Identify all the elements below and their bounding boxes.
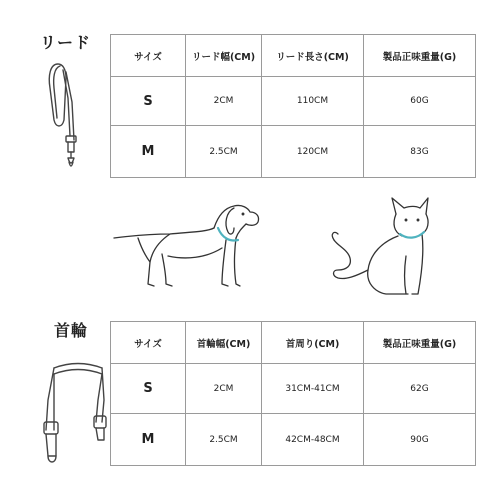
header-cell: 首輪幅(CM) bbox=[186, 322, 262, 364]
size-cell: M bbox=[111, 126, 186, 178]
header-cell: 首周り(CM) bbox=[262, 322, 364, 364]
table-header-row bbox=[111, 35, 476, 77]
table-row bbox=[111, 414, 476, 466]
leash-icon bbox=[36, 58, 96, 176]
table-cell: 42CM-48CM bbox=[262, 414, 364, 466]
header-cell: 製品正味重量(G) bbox=[364, 35, 476, 77]
table-cell: 90G bbox=[364, 414, 476, 466]
header-cell: 製品正味重量(G) bbox=[364, 322, 476, 364]
table-row bbox=[111, 77, 476, 126]
table-row bbox=[111, 126, 476, 178]
table-row bbox=[111, 364, 476, 414]
table-cell: 120CM bbox=[262, 126, 364, 178]
table-cell: 2CM bbox=[186, 364, 262, 414]
header-cell: サイズ bbox=[111, 322, 186, 364]
header-cell: リード幅(CM) bbox=[186, 35, 262, 77]
table-cell: 31CM-41CM bbox=[262, 364, 364, 414]
lead-section-title: リード bbox=[40, 33, 92, 52]
table-header-row bbox=[111, 322, 476, 364]
cat-icon bbox=[326, 196, 436, 298]
table-cell: 60G bbox=[364, 77, 476, 126]
table-cell: 2CM bbox=[186, 77, 262, 126]
collar-icon bbox=[40, 360, 110, 472]
collar-section-title: 首輪 bbox=[54, 321, 89, 340]
lead-size-table bbox=[110, 34, 476, 178]
size-cell: M bbox=[111, 414, 186, 466]
table-cell: 62G bbox=[364, 364, 476, 414]
size-cell: S bbox=[111, 77, 186, 126]
table-cell: 2.5CM bbox=[186, 414, 262, 466]
table-cell: 83G bbox=[364, 126, 476, 178]
collar-size-table bbox=[110, 321, 476, 466]
table-cell: 110CM bbox=[262, 77, 364, 126]
header-cell: リード長さ(CM) bbox=[262, 35, 364, 77]
dog-icon bbox=[110, 198, 270, 296]
header-cell: サイズ bbox=[111, 35, 186, 77]
size-cell: S bbox=[111, 364, 186, 414]
table-cell: 2.5CM bbox=[186, 126, 262, 178]
